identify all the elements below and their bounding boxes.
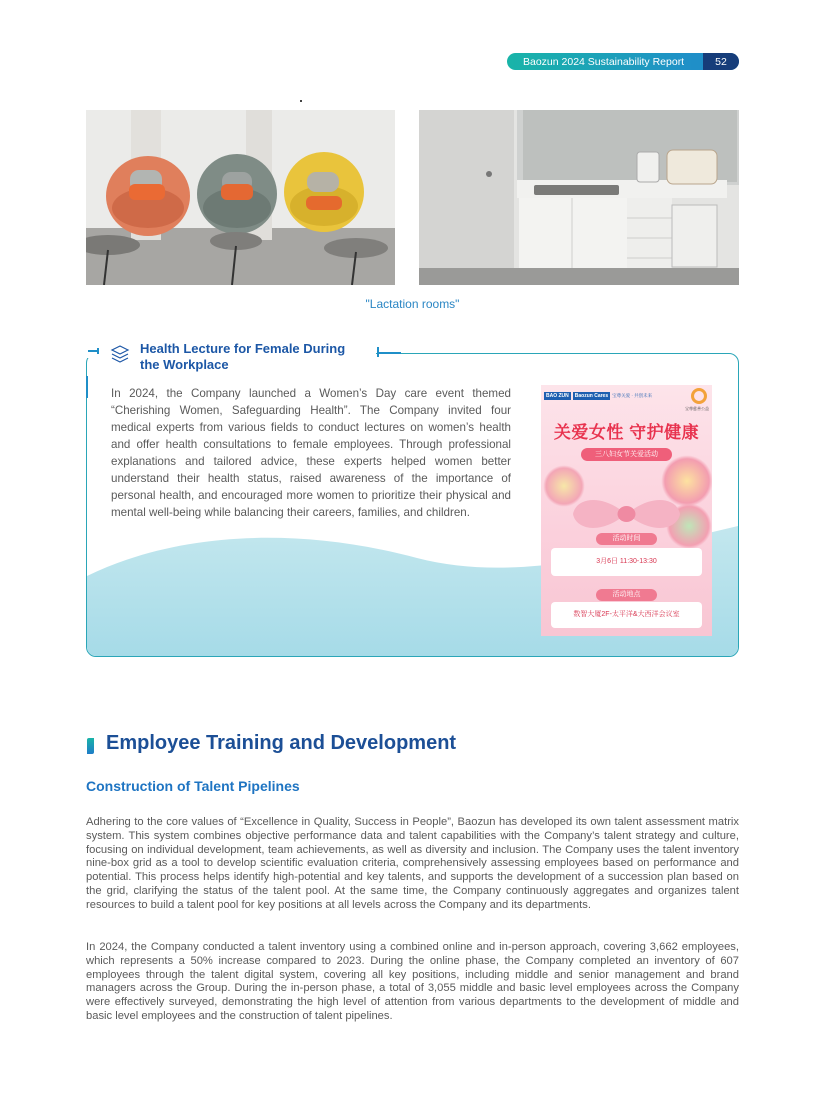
stray-dot <box>300 100 302 102</box>
paragraph-talent-inventory: In 2024, the Company conducted a talent inventory using a combined online and in-person approach, covering 3,662 employees, which represents a 50% increase compared to 2023. During the online phase, the Company completed an inventory of 607 employees through the talent digital system, covering all key positions, including middle and senior management and brand managers across the Group. During the in-person phase, a total of 3,055 middle and basic level employees across the Company were effectively surveyed, demonstrating the high level of attention from various departments to the development of middle and basic level employees and the construction of talent pipelines. <box>86 941 739 1022</box>
layers-icon <box>110 345 130 368</box>
report-title: Baozun 2024 Sustainability Report <box>523 55 685 68</box>
poster-headline: 关爱女性 守护健康 <box>553 423 700 442</box>
poster-badge-text: 宝尊慈善公益 <box>685 406 709 411</box>
poster-place-label: 活动地点 <box>596 589 657 601</box>
box-accent-bar <box>86 376 88 398</box>
title-tick-left-v <box>97 348 99 354</box>
box-title-line2: the Workplace <box>140 357 229 372</box>
poster-logo-tagline: 宝尊关爱 · 共创未来 <box>612 393 653 398</box>
lactation-room-chairs-photo <box>86 110 395 285</box>
box-title-line1: Health Lecture for Female During <box>140 341 346 356</box>
poster-time-value: 3月6日 11:30-13:30 <box>596 558 657 565</box>
paragraph-talent-matrix: Adhering to the core values of “Excellence in Quality, Success in People”, Baozun has developed its own talent assessment matrix system. This system combines objective performance data and talent capabilities with the Company’s talent strategy and culture, focusing on individual development, team achievements, as well as diversity and inclusion. The Company uses the talent inventory nine-box grid as a tool to develop scientific evaluation criteria, comprehensively assessing employees based on performance and potential. This process helps identify high-potential and key talents, and supports the development of a succession plan based on the grid, clarifying the status of the talent pool. At the same time, the Company continuously aggregates and organizes talent resources to build a talent pool for key positions at all levels across the Company and its departments. <box>86 816 739 911</box>
title-tick-right <box>379 352 401 354</box>
box-title-group <box>110 341 345 373</box>
photo-caption: "Lactation rooms" <box>365 297 460 311</box>
section-subtitle: Construction of Talent Pipelines <box>86 778 300 794</box>
section-title: Employee Training and Development <box>106 732 457 754</box>
poster-logo-row <box>541 385 712 407</box>
poster-place-card <box>551 602 702 628</box>
report-header <box>507 53 739 70</box>
poster-place-value: 数智大厦2F-太平洋&大西洋会议室 <box>573 611 680 618</box>
poster-ribbon: 三八妇女节关爱活动 <box>581 448 672 461</box>
poster-time-label: 活动时间 <box>596 533 657 545</box>
charity-badge-icon <box>691 388 707 404</box>
poster-logo-cares: Baozun Cares <box>574 393 609 399</box>
womens-day-poster <box>541 385 712 636</box>
sink-illustration <box>419 110 739 285</box>
chairs-illustration <box>86 110 395 285</box>
poster-time-card <box>551 548 702 576</box>
bow-icon <box>561 493 692 535</box>
health-lecture-body: In 2024, the Company launched a Women’s Day care event themed “Cherishing Women, Safeguarding Health”. The Company invited four medical experts from various fields to conduct lectures on women’s health and offer health consultations to female employees. Through professional explanations and tailored advice, these experts helped women better understand their health status, raised awareness of the importance of personal health, and encouraged more women to prioritize their physical and mental well-being while balancing their careers, families, and children. <box>111 387 511 519</box>
box-title <box>140 341 345 373</box>
poster-logo-baozun: BAO ZUN <box>546 393 569 399</box>
page-number: 52 <box>703 53 739 70</box>
lactation-room-sink-photo <box>419 110 739 285</box>
section-title-bar <box>87 738 94 754</box>
